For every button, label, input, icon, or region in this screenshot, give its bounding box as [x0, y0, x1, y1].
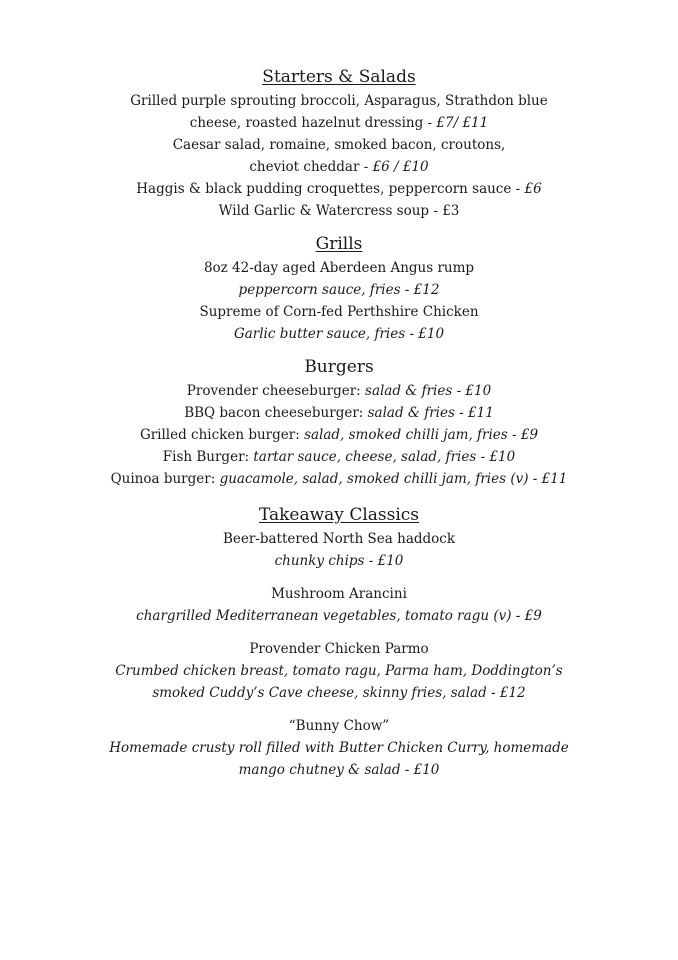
menu-line: 8oz 42-day aged Aberdeen Angus rump	[203, 260, 475, 276]
dish-description: chargrilled Mediterranean vegetables, tomato ragu (v) - £9	[136, 608, 542, 624]
dish-description: mango chutney & salad - £10	[238, 762, 440, 778]
menu-line: Haggis & black pudding croquettes, peppercorn sauce - £6	[136, 181, 542, 197]
menu-page	[0, 64, 678, 781]
price: £7/ £11	[436, 115, 489, 131]
dish-description: chunky chips - £10	[274, 553, 404, 569]
menu-line: Fish Burger: tartar sauce, cheese, salad, fries - £10	[162, 449, 516, 465]
menu-line: Supreme of Corn-fed Perthshire Chicken	[199, 304, 479, 320]
menu-line: BBQ bacon cheeseburger: salad & fries - £11	[184, 405, 494, 421]
menu-line: Quinoa burger: guacamole, salad, smoked chilli jam, fries (v) - £11	[110, 471, 568, 487]
menu-line: Wild Garlic & Watercress soup - £3	[218, 203, 460, 219]
menu-line: Caesar salad, romaine, smoked bacon, croutons,	[172, 137, 506, 153]
dish-description: Crumbed chicken breast, tomato ragu, Parma ham, Doddington’s	[115, 663, 563, 679]
price: tartar sauce, cheese, salad, fries - £10	[253, 449, 516, 465]
menu-line-description: Garlic butter sauce, fries - £10	[233, 326, 445, 342]
menu-line-description: peppercorn sauce, fries - £12	[238, 282, 440, 298]
price: £6	[524, 181, 542, 197]
price: £6 / £10	[372, 159, 429, 175]
dish-name: Beer-battered North Sea haddock	[222, 531, 456, 547]
dish-name: Mushroom Arancini	[271, 586, 407, 602]
dish-description: Homemade crusty roll filled with Butter Chicken Curry, homemade	[109, 740, 569, 756]
price: salad, smoked chilli jam, fries - £9	[304, 427, 539, 443]
price: salad & fries - £10	[365, 383, 492, 399]
section-heading-grills: Grills	[315, 234, 363, 254]
section-heading-takeaway: Takeaway Classics	[258, 505, 420, 525]
dish-name: Provender Chicken Parmo	[249, 641, 429, 657]
menu-line: Grilled chicken burger: salad, smoked chilli jam, fries - £9	[139, 427, 539, 443]
section-heading-starters: Starters & Salads	[262, 67, 416, 87]
menu-line: cheese, roasted hazelnut dressing - £7/ £11	[189, 115, 489, 131]
menu-line: cheviot cheddar - £6 / £10	[249, 159, 429, 175]
dish-name: “Bunny Chow”	[288, 718, 390, 734]
dish-description: smoked Cuddy’s Cave cheese, skinny fries, salad - £12	[152, 685, 526, 701]
menu-line: Grilled purple sprouting broccoli, Asparagus, Strathdon blue	[130, 93, 548, 109]
menu-line: Provender cheeseburger: salad & fries - £10	[186, 383, 492, 399]
price: salad & fries - £11	[367, 405, 494, 421]
section-heading-burgers: Burgers	[304, 357, 374, 377]
price: guacamole, salad, smoked chilli jam, fries (v) - £11	[219, 471, 568, 487]
